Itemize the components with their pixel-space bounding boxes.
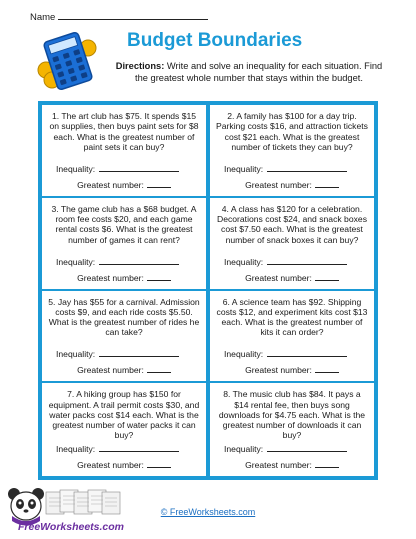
inequality-row [56, 348, 200, 359]
problem-cell-6 [208, 291, 374, 384]
page-title: Budget Boundaries [127, 30, 303, 51]
calculator-icon [36, 30, 100, 92]
problem-cell-5 [42, 291, 208, 384]
greatest-number-label: Greatest number: [77, 272, 144, 283]
inequality-row [224, 443, 368, 454]
inequality-row [56, 443, 200, 454]
problem-text: 7. A hiking group has $150 for equipment. A trail permit costs $30, and water packs cost $14 each. What is the greatest number of water packs it can buy? [48, 389, 200, 441]
problem-cell-3 [42, 198, 208, 291]
problem-cell-8 [208, 383, 374, 476]
problems-grid [38, 101, 378, 480]
greatest-number-row [210, 272, 374, 283]
problem-cell-1 [42, 105, 208, 198]
inequality-label: Inequality: [56, 349, 96, 360]
problem-text: 3. The game club has a $68 budget. A room fee costs $20, and each game rental costs $6. What is the greatest number of games it can rent? [51, 203, 197, 245]
greatest-number-answer-field[interactable] [315, 179, 339, 188]
greatest-number-label: Greatest number: [245, 179, 312, 190]
inequality-row [56, 163, 200, 174]
inequality-label: Inequality: [56, 444, 96, 454]
inequality-row [224, 256, 368, 267]
name-field[interactable] [58, 10, 208, 20]
greatest-number-answer-field[interactable] [315, 272, 339, 281]
name-row [30, 10, 208, 23]
directions [115, 61, 383, 84]
inequality-answer-field[interactable] [99, 348, 179, 357]
name-label: Name [30, 12, 56, 23]
greatest-number-answer-field[interactable] [147, 459, 171, 468]
greatest-number-row [42, 179, 206, 190]
inequality-label: Inequality: [56, 256, 96, 267]
problem-cell-2 [208, 105, 374, 198]
inequality-label: Inequality: [224, 444, 264, 454]
greatest-number-row [210, 459, 374, 470]
problem-text: 6. A science team has $92. Shipping costs $12, and experiment kits cost $13 each. What is the greatest number of kits it can order? [216, 296, 368, 338]
greatest-number-label: Greatest number: [245, 272, 312, 283]
greatest-number-label: Greatest number: [77, 365, 144, 376]
greatest-number-answer-field[interactable] [315, 364, 339, 373]
directions-text: Write and solve an inequality for each situation. Find the greatest whole number that stays within the budget. [135, 61, 383, 83]
directions-label: Directions: [115, 61, 165, 71]
inequality-label: Inequality: [224, 163, 264, 174]
problem-text: 1. The art club has $75. It spends $15 on supplies, then buys paint sets for $8 each. What is the greatest number of paint sets it can buy? [49, 111, 199, 152]
inequality-answer-field[interactable] [99, 256, 179, 265]
greatest-number-row [42, 364, 206, 375]
greatest-number-label: Greatest number: [77, 460, 144, 470]
inequality-label: Inequality: [56, 163, 96, 174]
greatest-number-row [210, 179, 374, 190]
inequality-label: Inequality: [224, 349, 264, 360]
greatest-number-row [42, 272, 206, 283]
logo-text: FreeWorksheets.com [18, 521, 125, 533]
greatest-number-answer-field[interactable] [147, 179, 171, 188]
inequality-answer-field[interactable] [267, 348, 347, 357]
greatest-number-answer-field[interactable] [147, 272, 171, 281]
greatest-number-answer-field[interactable] [147, 364, 171, 373]
problem-cell-4 [208, 198, 374, 291]
inequality-answer-field[interactable] [99, 443, 179, 452]
greatest-number-label: Greatest number: [245, 460, 312, 470]
greatest-number-row [42, 459, 206, 470]
problem-text: 8. The music club has $84. It pays a $14 rental fee, then buys song downloads for $4.75 each. What is the greatest number of downloads it can buy? [218, 389, 366, 441]
problem-cell-7 [42, 383, 208, 476]
problem-text: 5. Jay has $55 for a carnival. Admission costs $9, and each ride costs $5.50. What is the greatest number of rides he can take? [48, 296, 200, 338]
problem-text: 4. A class has $120 for a celebration. Decorations cost $24, and snack boxes cost $7.50 each. What is the greatest number of snack boxes it can buy? [216, 203, 367, 245]
greatest-number-row [210, 364, 374, 375]
inequality-label: Inequality: [224, 256, 264, 267]
inequality-row [56, 256, 200, 267]
greatest-number-label: Greatest number: [77, 179, 144, 190]
inequality-answer-field[interactable] [267, 163, 347, 172]
problem-text: 2. A family has $100 for a day trip. Parking costs $16, and attraction tickets cost $21 each. What is the greatest number of tickets they can buy? [216, 111, 368, 152]
inequality-row [224, 348, 368, 359]
footer-link[interactable]: © FreeWorksheets.com [160, 507, 256, 517]
greatest-number-label: Greatest number: [245, 365, 312, 376]
inequality-row [224, 163, 368, 174]
inequality-answer-field[interactable] [267, 443, 347, 452]
inequality-answer-field[interactable] [267, 256, 347, 265]
greatest-number-answer-field[interactable] [315, 459, 339, 468]
inequality-answer-field[interactable] [99, 163, 179, 172]
